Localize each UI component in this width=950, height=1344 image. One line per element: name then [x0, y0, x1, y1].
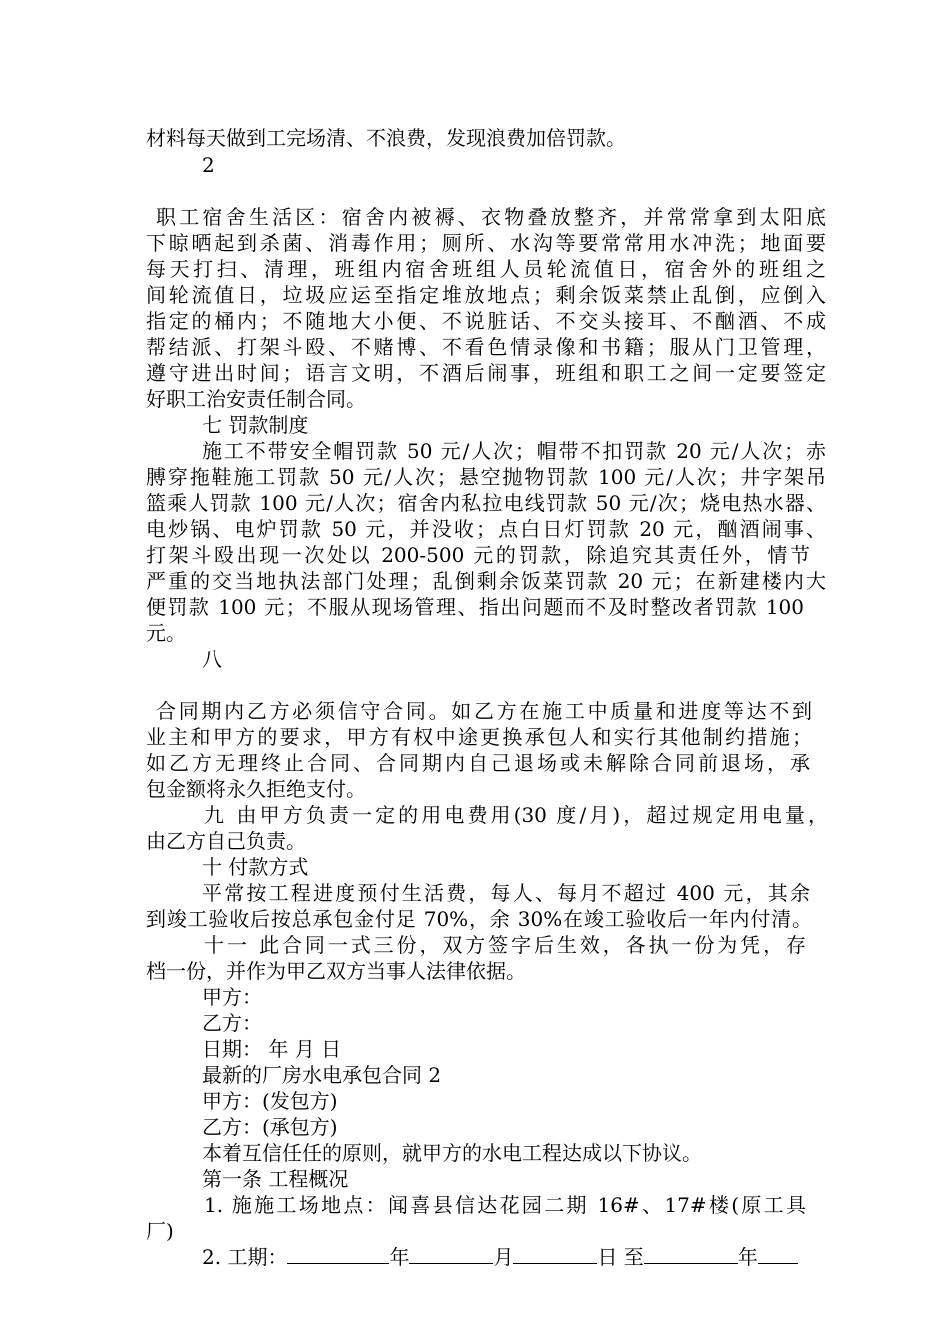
- party-b-label: 乙方：: [202, 1011, 262, 1035]
- text-line: 1. 施施工场地点：闻喜县信达花园二期 16#、17#楼(原工具: [204, 1193, 806, 1217]
- text-line: 如乙方无理终止合同、合同期内自己退场或未解除合同前退场，承: [146, 751, 810, 775]
- day-blank: [513, 1245, 597, 1264]
- year-blank: [287, 1245, 389, 1264]
- text-line: 每天打扫、清理，班组内宿舍班组人员轮流值日，宿舍外的班组之: [146, 257, 826, 281]
- text-line: 好职工治安责任制合同。: [146, 387, 366, 411]
- text-line: 包金额将永久拒绝支付。: [146, 777, 366, 801]
- text-line: 下晾晒起到杀菌、消毒作用；厕所、水沟等要常常用水冲洗；地面要: [146, 231, 826, 255]
- party-a-label: 甲方：: [202, 985, 262, 1009]
- text-line: 档一份，并作为甲乙双方当事人法律依据。: [146, 959, 526, 983]
- text-line: 合同期内乙方必须信守合同。如乙方在施工中质量和进度等达不到: [156, 699, 812, 723]
- party-a-line: 甲方：(发包方): [202, 1089, 338, 1113]
- text-line: 平常按工程进度预付生活费，每人、每月不超过 400 元，其余: [202, 881, 810, 905]
- text-line: 元。: [146, 621, 186, 645]
- text-line: 严重的交当地执法部门处理；乱倒剩余饭菜罚款 20 元；在新建楼内大: [146, 569, 826, 593]
- text-line: 篮乘人罚款 100 元/人次；宿舍内私拉电线罚款 50 元/次；烧电热水器、: [146, 491, 826, 515]
- text-line: 施工不带安全帽罚款 50 元/人次；帽带不扣罚款 20 元/人次；赤: [202, 439, 826, 463]
- month-blank: [409, 1245, 493, 1264]
- text-line: 材料每天做到工完场清、不浪费，发现浪费加倍罚款。: [146, 126, 626, 150]
- section-heading: 八: [202, 647, 222, 671]
- end-year-label: 年: [737, 1245, 758, 1269]
- text-line: 间轮流值日，垃圾应运至指定堆放地点；剩余饭菜禁止乱倒，应倒入: [146, 283, 826, 307]
- text-line: 电炒锅、电炉罚款 50 元，并没收；点白日灯罚款 20 元，酗酒闹事、: [146, 517, 826, 541]
- date-label: 日期： 年 月 日: [202, 1037, 342, 1061]
- year-label: 年: [389, 1245, 410, 1269]
- contract-title: 最新的厂房水电承包合同 2: [202, 1063, 442, 1087]
- page-number: 2: [202, 153, 215, 177]
- text-line: 膊穿拖鞋施工罚款 50 元/人次；悬空抛物罚款 100 元/人次；井字架吊: [146, 465, 826, 489]
- day-to-label: 日 至: [597, 1245, 644, 1269]
- section-heading: 十一 此合同一式三份，双方签字后生效，各执一份为凭，存: [204, 933, 806, 957]
- text-line: 由乙方自己负责。: [146, 829, 306, 853]
- text-line: 帮结派、打架斗殴、不赌博、不看色情录像和书籍；服从门卫管理，: [146, 335, 826, 359]
- section-heading: 十 付款方式: [202, 855, 309, 879]
- text-line: 厂): [146, 1219, 174, 1243]
- text-line: 指定的桶内；不随地大小便、不说脏话、不交头接耳、不酗酒、不成: [146, 309, 826, 333]
- text-line: 便罚款 100 元；不服从现场管理、指出问题而不及时整改者罚款 100: [146, 595, 804, 619]
- party-b-line: 乙方：(承包方): [202, 1115, 338, 1139]
- text-line: 业主和甲方的要求，甲方有权中途更换承包人和实行其他制约措施；: [146, 725, 812, 749]
- schedule-line: [202, 1244, 798, 1270]
- end-month-blank: [758, 1245, 798, 1264]
- text-line: 遵守进出时间；语言文明，不酒后闹事，班组和职工之间一定要签定: [146, 361, 826, 385]
- text-line: 打架斗殴出现一次处以 200-500 元的罚款，除追究其责任外，情节: [146, 543, 810, 567]
- month-label: 月: [493, 1245, 514, 1269]
- text-line: 到竣工验收后按总承包金付足 70%，余 30%在竣工验收后一年内付清。: [146, 907, 812, 931]
- end-year-blank: [644, 1245, 738, 1264]
- section-heading: 九 由甲方负责一定的用电费用(30 度/月)，超过规定用电量，: [204, 803, 828, 827]
- schedule-label: 2. 工期：: [202, 1245, 288, 1269]
- article-heading: 第一条 工程概况: [202, 1167, 349, 1191]
- text-line: 职工宿舍生活区：宿舍内被褥、衣物叠放整齐，并常常拿到太阳底: [156, 205, 826, 229]
- section-heading: 七 罚款制度: [202, 413, 309, 437]
- text-line: 本着互信任任的原则，就甲方的水电工程达成以下协议。: [202, 1141, 702, 1165]
